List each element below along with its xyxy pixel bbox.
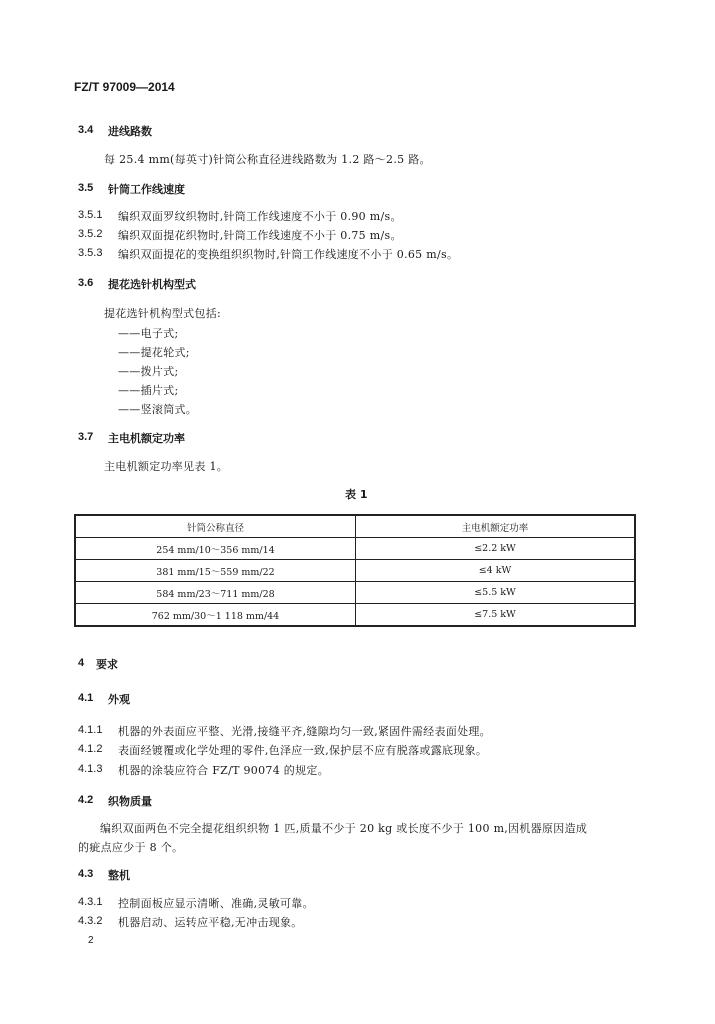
- table-cell: ≤5.5 kW: [356, 582, 636, 604]
- section-title: 进线路数: [108, 125, 152, 138]
- list-item-text: 电子式;: [140, 327, 179, 340]
- table-row: [75, 538, 635, 560]
- clause-number: 4.3.2: [78, 915, 103, 927]
- table-cell: 381 mm/15～559 mm/22: [75, 560, 356, 582]
- list-item-text: 提花轮式;: [140, 346, 190, 359]
- table-header-row: [75, 515, 635, 538]
- table-cell: ≤2.2 kW: [356, 538, 636, 560]
- section-title: 外观: [108, 693, 130, 706]
- clause-number: 4.1.3: [78, 763, 103, 775]
- chapter-number: 4: [78, 657, 85, 669]
- section-number: 3.7: [78, 431, 94, 443]
- list-item: ——插片式;: [118, 384, 179, 397]
- clause-text: 编织双面提花的变换组织织物时,针筒工作线速度不小于 0.65 m/s。: [118, 248, 459, 261]
- clause-text: 机器启动、运转应平稳,无冲击现象。: [118, 916, 303, 929]
- section-title: 提花选针机构型式: [108, 278, 196, 291]
- clause-text: 机器的外表面应平整、光滑,接缝平齐,缝隙均匀一致,紧固件需经表面处理。: [118, 725, 491, 738]
- table-cell: 584 mm/23～711 mm/28: [75, 582, 356, 604]
- clause-text: 控制面板应显示清晰、准确,灵敏可靠。: [118, 897, 314, 910]
- chapter-title: 要求: [96, 658, 118, 671]
- table-header-cell: 主电机额定功率: [356, 515, 636, 538]
- section-number: 4.1: [78, 692, 94, 704]
- table-header-cell: 针筒公称直径: [75, 515, 356, 538]
- table-cell: 762 mm/30～1 118 mm/44: [75, 604, 356, 627]
- section-title: 整机: [108, 869, 130, 882]
- section-number: 4.3: [78, 868, 94, 880]
- clause-text: 表面经镀覆或化学处理的零件,色泽应一致,保护层不应有脱落或露底现象。: [118, 744, 488, 757]
- clause-number: 3.5.1: [78, 209, 103, 221]
- page-number: 2: [88, 935, 94, 946]
- table-row: [75, 582, 635, 604]
- paragraph: 提花选针机构型式包括:: [104, 307, 222, 320]
- section-title: 主电机额定功率: [108, 432, 185, 445]
- table-cell: ≤7.5 kW: [356, 604, 636, 627]
- list-item-text: 拨片式;: [140, 365, 179, 378]
- paragraph-line: 编织双面两色不完全提花组织织物 1 匹,质量不少于 20 kg 或长度不少于 100 m,因机器原因造成: [100, 822, 588, 835]
- clause-text: 机器的涂装应符合 FZ/T 90074 的规定。: [118, 764, 329, 777]
- paragraph: 主电机额定功率见表 1。: [104, 460, 229, 473]
- section-number: 3.5: [78, 182, 94, 194]
- list-item: ——提花轮式;: [118, 346, 190, 359]
- table-cell: 254 mm/10～356 mm/14: [75, 538, 356, 560]
- list-item: ——电子式;: [118, 327, 179, 340]
- list-item: ——拨片式;: [118, 365, 179, 378]
- clause-number: 3.5.3: [78, 247, 103, 259]
- section-title: 织物质量: [108, 795, 152, 808]
- paragraph-line: 的疵点应少于 8 个。: [78, 841, 184, 854]
- table-row: [75, 604, 635, 627]
- clause-number: 4.1.1: [78, 724, 103, 736]
- clause-text: 编织双面提花织物时,针筒工作线速度不小于 0.75 m/s。: [118, 229, 402, 242]
- table-cell: ≤4 kW: [356, 560, 636, 582]
- table-caption: 表 1: [345, 488, 368, 501]
- section-number: 4.2: [78, 794, 94, 806]
- clause-number: 4.3.1: [78, 896, 103, 908]
- paragraph: 每 25.4 mm(每英寸)针筒公称直径进线路数为 1.2 路～2.5 路。: [104, 153, 431, 166]
- clause-number: 4.1.2: [78, 743, 103, 755]
- list-item: ——竖滚筒式。: [118, 403, 198, 416]
- section-title: 针筒工作线速度: [108, 183, 185, 196]
- clause-number: 3.5.2: [78, 228, 103, 240]
- clause-text: 编织双面罗纹织物时,针筒工作线速度不小于 0.90 m/s。: [118, 210, 402, 223]
- power-table: [74, 514, 636, 627]
- section-number: 3.4: [78, 124, 94, 136]
- standard-code-header: FZ/T 97009—2014: [74, 80, 175, 94]
- list-item-text: 竖滚筒式。: [140, 403, 198, 416]
- table-row: [75, 560, 635, 582]
- list-item-text: 插片式;: [140, 384, 179, 397]
- section-number: 3.6: [78, 277, 94, 289]
